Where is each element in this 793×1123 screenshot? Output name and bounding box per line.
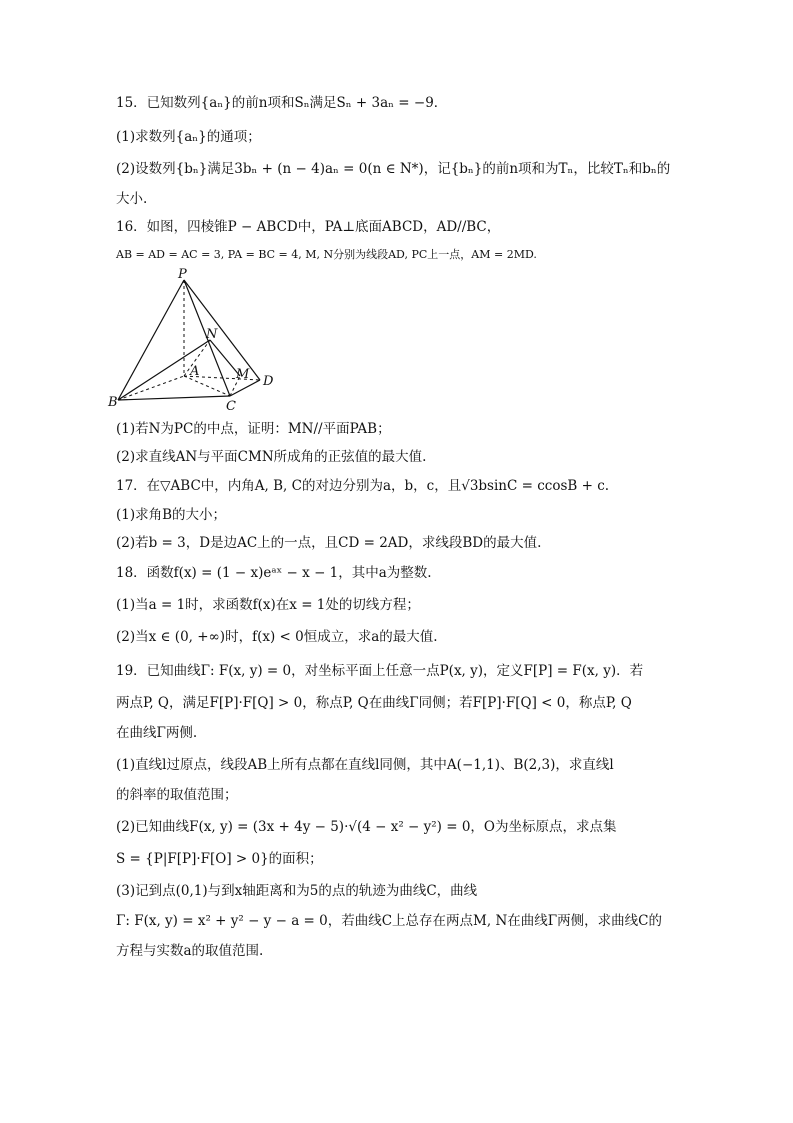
vertex-label-p: P [178, 267, 187, 282]
vertex-label-a: A [190, 364, 200, 379]
problem-15-part-1: (1)求数列{aₙ}的通项； [116, 129, 261, 145]
problem-18-part-1: (1)当a = 1时，求函数f(x)在x = 1处的切线方程； [116, 597, 420, 613]
problem-15-part-2: (2)设数列{bₙ}满足3bₙ + (n − 4)aₙ = 0(n ∈ N*)，记{bₙ}的前n项和为Tₙ，比较Tₙ和bₙ的 [116, 161, 671, 177]
pyramid-figure [108, 267, 282, 414]
problem-17-part-2: (2)若b = 3，D是边AC上的一点，且CD = 2AD，求线段BD的最大值. [116, 535, 542, 551]
problem-19-stem-line-2: 两点P, Q，满足F[P]·F[Q] > 0，称点P, Q在曲线Γ同侧；若F[P]·F[Q] < 0，称点P, Q [116, 695, 632, 711]
problem-16-conditions: AB = AD = AC = 3, PA = BC = 4, M, N分别为线段AD, PC上一点，AM = 2MD. [116, 248, 537, 261]
problem-16-part-1: (1)若N为PC的中点，证明：MN//平面PAB； [116, 421, 391, 437]
problem-18-stem: 18．函数f(x) = (1 − x)eᵃˣ − x − 1，其中a为整数. [116, 565, 432, 581]
problem-17-part-1: (1)求角B的大小； [116, 507, 227, 523]
vertex-label-c: C [226, 399, 236, 414]
problem-19-part-1: (1)直线l过原点，线段AB上所有点都在直线l同侧，其中A(−1,1)、B(2,3)，求直线l [116, 757, 614, 773]
problem-19-stem-line-1: 19．已知曲线Γ: F(x, y) = 0，对坐标平面上任意一点P(x, y)，定义F[P] = F(x, y)．若 [116, 663, 644, 679]
problem-19-stem-line-3: 在曲线Γ两侧. [116, 725, 198, 741]
problem-19-part-3-end: 方程与实数a的取值范围. [116, 943, 264, 959]
pyramid-diagram [108, 267, 282, 414]
vertex-label-b: B [108, 395, 118, 410]
problem-19-part-2-cont: S = {P|F[P]·F[O] > 0}的面积； [116, 851, 323, 867]
problem-15-stem: 15．已知数列{aₙ}的前n项和Sₙ满足Sₙ + 3aₙ = −9． [116, 95, 448, 111]
problem-15-part-2-cont: 大小. [116, 191, 148, 207]
problem-18-part-2: (2)当x ∈ (0, +∞)时，f(x) < 0恒成立，求a的最大值. [116, 629, 438, 645]
problem-19-part-3-cont: Γ: F(x, y) = x² + y² − y − a = 0，若曲线C上总存在两点M, N在曲线Γ两侧，求曲线C的 [116, 913, 662, 929]
problem-16-stem: 16．如图，四棱锥P − ABCD中，PA⊥底面ABCD，AD//BC， [116, 219, 501, 235]
vertex-label-n: N [206, 327, 218, 342]
problem-19-part-3: (3)记到点(0,1)与到x轴距离和为5的点的轨迹为曲线C，曲线 [116, 883, 478, 899]
problem-16-part-2: (2)求直线AN与平面CMN所成角的正弦值的最大值. [116, 449, 427, 465]
vertex-label-d: D [263, 374, 274, 389]
problem-19-part-1-cont: 的斜率的取值范围； [116, 787, 238, 803]
vertex-label-m: M [236, 367, 250, 382]
problem-19-part-2: (2)已知曲线F(x, y) = (3x + 4y − 5)·√(4 − x² − y²) = 0，O为坐标原点，求点集 [116, 819, 617, 835]
problem-17-stem: 17．在▽ABC中，内角A, B, C的对边分别为a，b，c，且√3bsinC = ccosB + c. [116, 478, 610, 494]
